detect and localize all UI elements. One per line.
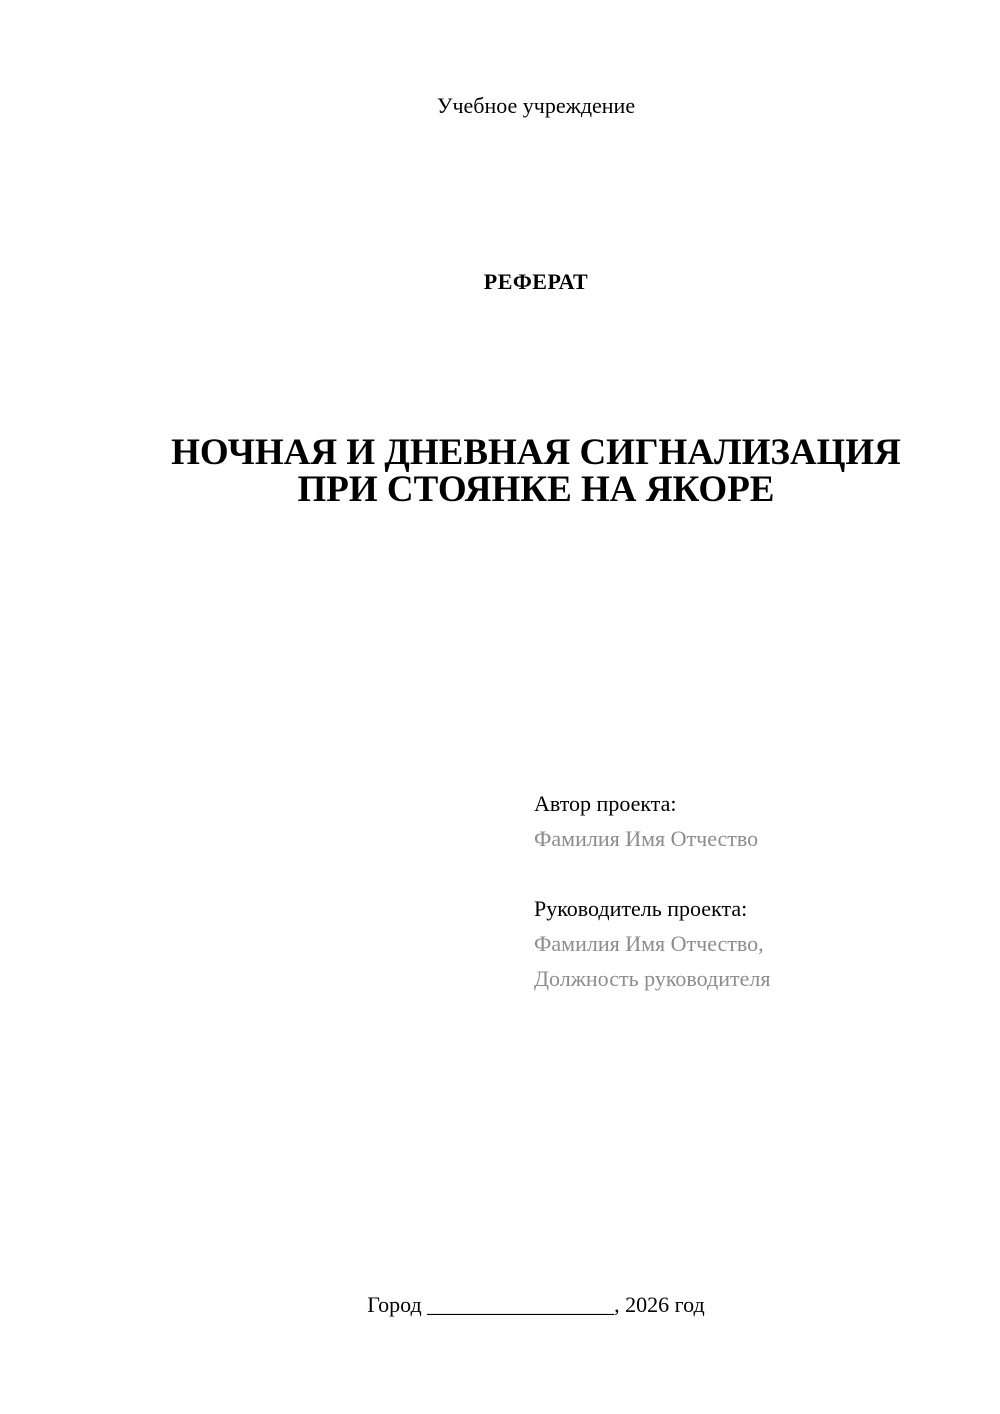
supervisor-label: Руководитель проекта: (534, 896, 748, 921)
document-title-line-1: НОЧНАЯ И ДНЕВНАЯ СИГНАЛИЗАЦИЯ (171, 432, 901, 473)
supervisor-position: Должность руководителя (534, 966, 771, 991)
author-label: Автор проекта: (534, 791, 677, 816)
credits-block (534, 786, 974, 996)
institution-name: Учебное учреждение (436, 93, 636, 118)
author-name: Фамилия Имя Отчество (534, 826, 759, 851)
document-title-line-2: ПРИ СТОЯНКЕ НА ЯКОРЕ (297, 469, 775, 510)
city-year-line: Город _________________, 2026 год (367, 1292, 705, 1317)
document-title (100, 434, 972, 508)
supervisor-name: Фамилия Имя Отчество, (534, 931, 764, 956)
credits-spacer (534, 856, 974, 891)
document-type-label: РЕФЕРАТ (483, 269, 589, 294)
